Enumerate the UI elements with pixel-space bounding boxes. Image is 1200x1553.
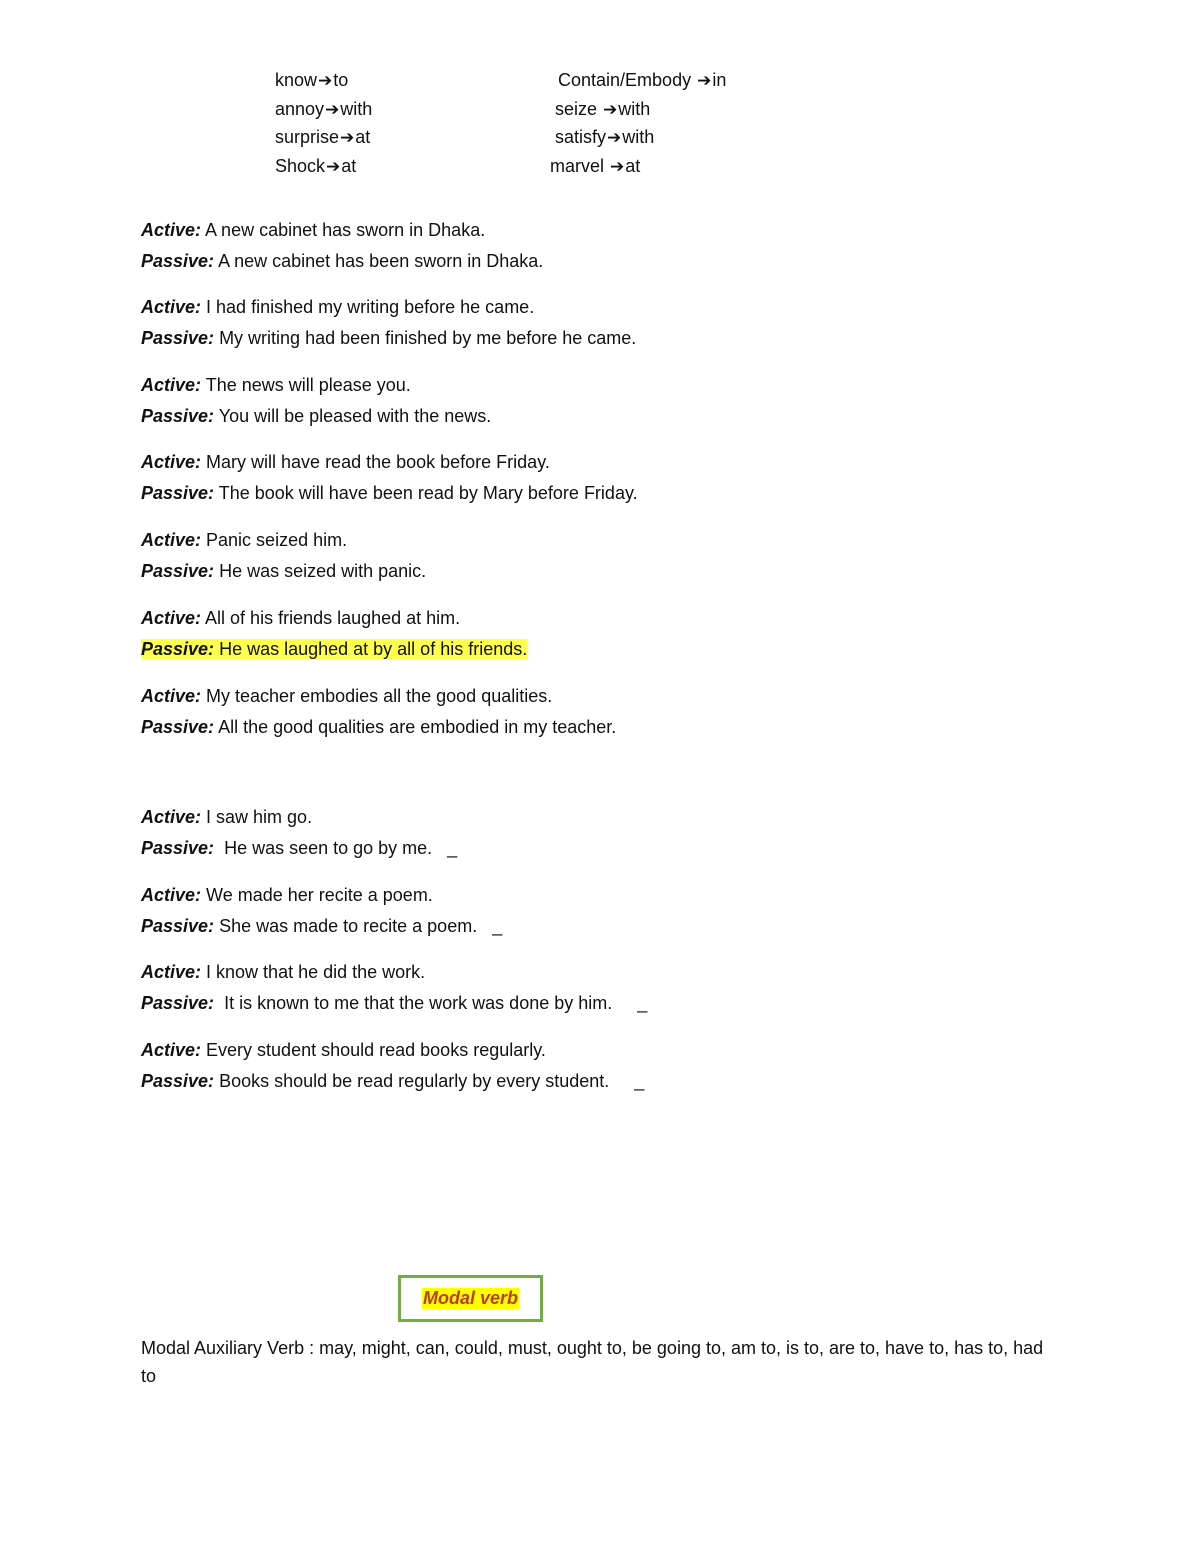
verb-text: seize <box>555 98 603 119</box>
passive-sentence <box>141 911 1081 942</box>
passive-label: Passive: <box>141 406 215 426</box>
example-pair <box>141 802 1081 864</box>
passive-label: Passive: <box>141 483 215 503</box>
active-sentence <box>141 681 1081 712</box>
active-text: All of his friends laughed at him. <box>201 608 461 628</box>
active-label: Active: <box>141 608 202 628</box>
passive-text: All the good qualities are embodied in my teacher. <box>214 717 617 737</box>
highlight <box>141 639 527 659</box>
passive-sentence <box>141 556 1081 587</box>
arrow-right-icon: ➔ <box>697 71 712 91</box>
verb-text: annoy <box>275 98 325 119</box>
verb-text: satisfy <box>555 127 607 147</box>
example-pair <box>141 1035 1081 1097</box>
passive-label: Passive: <box>141 916 215 936</box>
example-pair <box>141 215 1081 277</box>
passive-text: She was made to recite a poem. _ <box>214 916 503 936</box>
modal-verb-title: Modal verb <box>422 1288 519 1308</box>
preposition-row <box>275 152 835 181</box>
example-pair <box>141 603 1081 665</box>
passive-label: Passive: <box>141 838 215 858</box>
passive-label: Passive: <box>141 639 215 659</box>
modal-auxiliary-description: Modal Auxiliary Verb : may, might, can, could, must, ought to, be going to, am to, is to, are to, have to, has to, had to <box>141 1338 1044 1386</box>
active-label: Active: <box>141 530 202 550</box>
example-pair <box>141 292 1081 354</box>
preposition-text: at <box>341 155 357 176</box>
preposition-text: with <box>340 98 373 119</box>
arrow-right-icon: ➔ <box>340 128 355 148</box>
passive-sentence <box>141 478 1081 509</box>
active-label: Active: <box>141 962 202 982</box>
modal-verb-heading-box <box>398 1275 543 1322</box>
preposition-pairs <box>275 66 835 180</box>
example-pair <box>141 447 1081 509</box>
active-sentence <box>141 370 1081 401</box>
preposition-row <box>275 95 835 124</box>
active-text: Mary will have read the book before Friday. <box>201 452 550 472</box>
preposition-text: in <box>712 70 727 90</box>
active-label: Active: <box>141 1040 202 1060</box>
active-sentence <box>141 215 1081 246</box>
active-sentence <box>141 292 1081 323</box>
passive-text: The book will have been read by Mary before Friday. <box>214 483 638 503</box>
active-text: A new cabinet has sworn in Dhaka. <box>201 220 486 240</box>
active-text: Panic seized him. <box>201 530 348 550</box>
preposition-row <box>275 66 835 95</box>
active-text: I know that he did the work. <box>201 962 426 982</box>
verb-text: Shock <box>275 155 326 176</box>
active-label: Active: <box>141 220 202 240</box>
active-sentence <box>141 525 1081 556</box>
passive-text: He was laughed at by all of his friends. <box>214 639 528 659</box>
preposition-row <box>275 123 835 152</box>
preposition-text: at <box>355 127 371 147</box>
passive-sentence <box>141 712 1081 743</box>
verb-text: Contain/Embody <box>558 70 697 90</box>
passive-sentence <box>141 1066 1081 1097</box>
passive-sentence <box>141 988 1081 1019</box>
passive-label: Passive: <box>141 717 215 737</box>
passive-label: Passive: <box>141 993 215 1013</box>
passive-text: My writing had been finished by me before he came. <box>214 328 637 348</box>
example-pair <box>141 370 1081 432</box>
passive-sentence <box>141 833 1081 864</box>
active-sentence <box>141 603 1081 634</box>
passive-label: Passive: <box>141 251 215 271</box>
example-pair <box>141 681 1081 743</box>
active-sentence <box>141 447 1081 478</box>
passive-text: He was seen to go by me. _ <box>214 838 458 858</box>
active-text: I saw him go. <box>201 807 313 827</box>
preposition-text: at <box>625 155 641 176</box>
active-text: The news will please you. <box>201 375 411 395</box>
active-label: Active: <box>141 807 202 827</box>
preposition-text: with <box>622 127 655 147</box>
verb-text: surprise <box>275 127 340 147</box>
active-sentence <box>141 880 1081 911</box>
example-pair <box>141 525 1081 587</box>
passive-text: You will be pleased with the news. <box>214 406 492 426</box>
verb-text: know <box>275 70 318 90</box>
passive-text: It is known to me that the work was done by him. _ <box>214 993 648 1013</box>
arrow-right-icon: ➔ <box>603 99 618 120</box>
active-label: Active: <box>141 885 202 905</box>
passive-text: He was seized with panic. <box>214 561 427 581</box>
preposition-text: to <box>333 70 349 90</box>
active-label: Active: <box>141 375 202 395</box>
passive-label: Passive: <box>141 561 215 581</box>
preposition-text: with <box>618 98 651 119</box>
active-sentence <box>141 957 1081 988</box>
arrow-right-icon: ➔ <box>610 156 625 177</box>
active-label: Active: <box>141 297 202 317</box>
active-sentence <box>141 802 1081 833</box>
arrow-right-icon: ➔ <box>607 128 622 148</box>
example-pair <box>141 880 1081 942</box>
passive-text: Books should be read regularly by every student. _ <box>214 1071 645 1091</box>
active-label: Active: <box>141 452 202 472</box>
arrow-right-icon: ➔ <box>318 71 333 91</box>
example-pair <box>141 957 1081 1019</box>
arrow-right-icon: ➔ <box>325 99 340 120</box>
passive-text: A new cabinet has been sworn in Dhaka. <box>214 251 544 271</box>
passive-sentence-highlighted <box>141 634 1081 665</box>
passive-label: Passive: <box>141 328 215 348</box>
passive-label: Passive: <box>141 1071 215 1091</box>
passive-sentence <box>141 401 1081 432</box>
active-text: My teacher embodies all the good qualities. <box>201 686 553 706</box>
active-text: We made her recite a poem. <box>201 885 433 905</box>
active-label: Active: <box>141 686 202 706</box>
active-sentence <box>141 1035 1081 1066</box>
arrow-right-icon: ➔ <box>326 156 341 177</box>
active-text: Every student should read books regularly. <box>201 1040 546 1060</box>
passive-sentence <box>141 246 1081 277</box>
active-text: I had finished my writing before he came. <box>201 297 535 317</box>
passive-sentence <box>141 323 1081 354</box>
verb-text: marvel <box>550 155 610 176</box>
